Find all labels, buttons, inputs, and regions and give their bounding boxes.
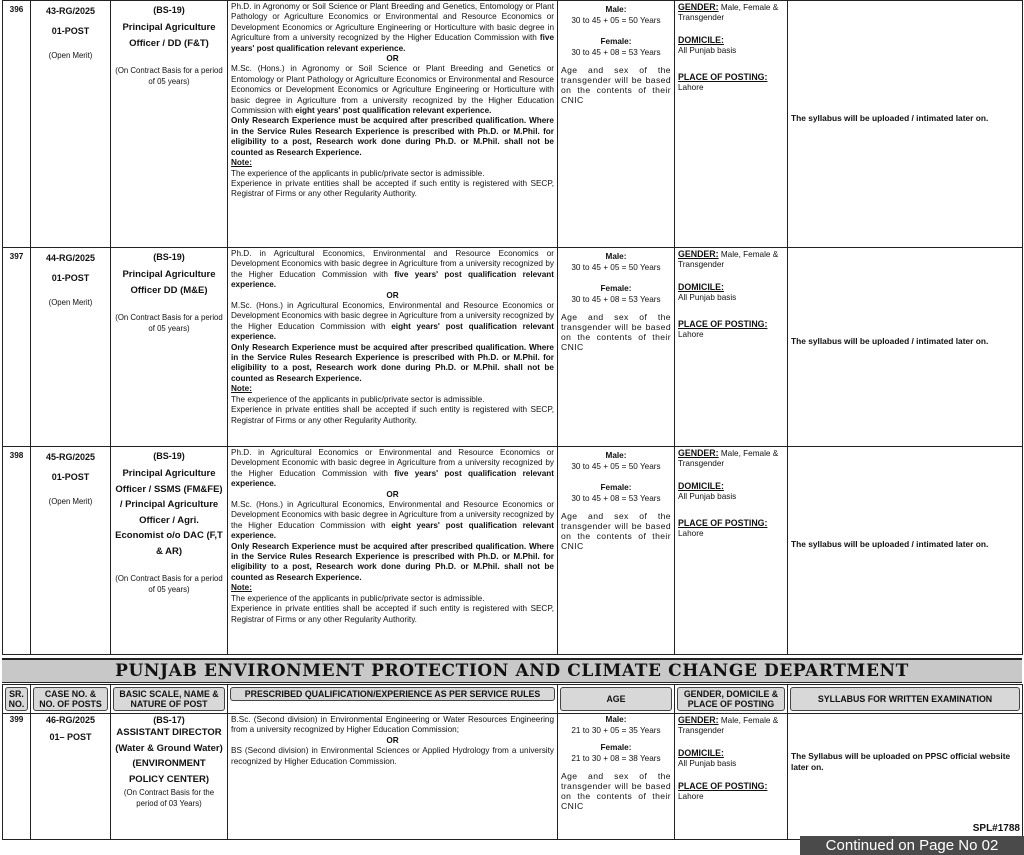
research-note: Only Research Experience must be acquired after prescribed qualification. Where in the Service Rules Research Experience is prescribed with Ph.D. or M.Phil. for eligibility to a post, Research work done during Ph.D. or M.Phil. shall not be counted as Research Experience. <box>231 116 554 157</box>
posting-label: PLACE OF POSTING: <box>678 318 768 329</box>
case-number: 44-RG/2025 <box>45 253 96 263</box>
posts-table-environment <box>2 684 1023 840</box>
qualification-alternate: BS (Second division) in Environmental Sciences or Applied Hydrology from a university recognized by Higher Education Commission. <box>231 746 554 766</box>
female-age: 30 to 45 + 08 = 53 Years <box>571 494 661 504</box>
table-row <box>3 248 1023 447</box>
posting-value: Lahore <box>678 83 704 93</box>
table-row <box>3 447 1023 655</box>
or-divider: OR <box>386 735 399 745</box>
domicile-label: DOMICILE: <box>678 281 724 292</box>
gender-label: GENDER: <box>678 715 719 725</box>
or-divider: OR <box>386 290 399 300</box>
note-text-2: Experience in private entities shall be accepted if such entity is registered with SECP, Registrar of Firms or any other Regularity Authority. <box>231 178 554 199</box>
female-label: Female: <box>600 742 632 752</box>
male-label: Male: <box>605 715 627 724</box>
qualification-alternate: M.Sc. (Hons.) in Agronomy or Soil Science or Plant Breeding and Genetics or Entomology or Plant Pathology or Agriculture Economics or Environmental and Resource Economics or Development Economics or Agriculture Engineering or Horticulture with basic degree in Agriculture from a university recognized by the Higher Education Commission with eight years' post qualification relevant experience. <box>231 64 554 116</box>
note-label: Note: <box>231 158 252 168</box>
posts-count: 01– POST <box>49 732 92 743</box>
note-text-2: Experience in private entities shall be accepted if such entity is registered with SECP, Registrar of Firms or any other Regularity Authority. <box>231 604 554 624</box>
note-text-1: The experience of the applicants in public/private sector is admissible. <box>231 168 485 178</box>
basic-scale: (BS-17) <box>153 715 185 725</box>
note-label: Note: <box>231 384 252 394</box>
posts-count: 01-POST <box>51 273 90 284</box>
syllabus-text: The Syllabus will be uploaded on PPSC official website later on. <box>791 750 1011 772</box>
age-note: Age and sex of the transgender will be based on the contents of their CNIC <box>561 64 671 105</box>
case-number: 46-RG/2025 <box>45 715 96 725</box>
sr-number: 399 <box>3 714 31 840</box>
note-text-1: The experience of the applicants in public/private sector is admissible. <box>231 593 485 603</box>
male-label: Male: <box>605 5 627 14</box>
department-banner: PUNJAB ENVIRONMENT PROTECTION AND CLIMATE CHANGE DEPARTMENT <box>2 658 1022 683</box>
post-title: ASSISTANT DIRECTOR (Water & Ground Water) (ENVIRONMENT POLICY CENTER) <box>115 727 223 785</box>
sr-number: 396 <box>3 1 31 248</box>
qualification-primary: Ph.D. in Agricultural Economics, Environmental and Resource Economics or Development Economics with basic degree in Agriculture from a university recognized by the Higher Education Commission with five years' post qualification relevant experience. <box>231 249 555 290</box>
sr-number: 398 <box>3 447 31 655</box>
header-gender: GENDER, DOMICILE & PLACE OF POSTING <box>677 687 785 711</box>
gender-value: Male, Female & Transgender <box>678 3 779 23</box>
spl-code: SPL#1788 <box>972 823 1020 834</box>
research-note: Only Research Experience must be acquired after prescribed qualification. Where in the Service Rules Research Experience is prescribed with Ph.D. or M.Phil. for eligibility to a post, Research work done during Ph.D. or M.Phil. shall not be counted as Research Experience. <box>231 342 554 383</box>
header-qualification: PRESCRIBED QUALIFICATION/EXPERIENCE AS PER SERVICE RULES <box>230 687 555 701</box>
post-title: Principal Agriculture Officer DD (M&E) <box>122 269 216 296</box>
posts-table-agriculture <box>2 0 1023 655</box>
posting-value: Lahore <box>678 529 704 539</box>
header-syllabus: SYLLABUS FOR WRITTEN EXAMINATION <box>790 687 1020 711</box>
domicile-value: All Punjab basis <box>678 46 737 56</box>
basic-scale: (BS-19) <box>153 252 185 262</box>
domicile-value: All Punjab basis <box>678 759 737 769</box>
or-divider: OR <box>386 489 399 499</box>
male-age: 30 to 45 + 05 = 50 Years <box>571 16 661 26</box>
posting-label: PLACE OF POSTING: <box>678 517 768 528</box>
qualification-primary: B.Sc. (Second division) in Environmental Engineering or Water Resources Engineering from a university recognized by Higher Education Commission; <box>231 715 554 735</box>
gender-label: GENDER: <box>678 249 719 259</box>
header-sr: SR. NO. <box>5 687 28 711</box>
contract-basis: (On Contract Basis for a period of 05 years) <box>115 574 223 595</box>
male-age: 21 to 30 + 05 = 35 Years <box>571 726 661 736</box>
domicile-label: DOMICILE: <box>678 480 724 491</box>
gender-value: Male, Female & Transgender <box>678 250 779 270</box>
post-title: Principal Agriculture Officer / SSMS (FM&FE) / Principal Agriculture Officer / Agri. Economist o/o DAC (F,T & AR) <box>115 468 223 557</box>
gender-value: Male, Female & Transgender <box>678 449 779 469</box>
table-row <box>3 714 1023 840</box>
open-merit: (Open Merit) <box>48 496 93 506</box>
posting-label: PLACE OF POSTING: <box>678 780 768 791</box>
male-label: Male: <box>605 252 627 261</box>
male-age: 30 to 45 + 05 = 50 Years <box>571 263 661 273</box>
note-label: Note: <box>231 583 252 593</box>
header-scale: BASIC SCALE, NAME & NATURE OF POST <box>113 687 225 711</box>
table-row <box>3 1 1023 248</box>
contract-basis: (On Contract Basis for a period of 05 years) <box>115 313 223 334</box>
posting-label: PLACE OF POSTING: <box>678 71 768 82</box>
gender-value: Male, Female & Transgender <box>678 716 779 736</box>
or-divider: OR <box>386 54 399 64</box>
age-note: Age and sex of the transgender will be based on the contents of their CNIC <box>561 770 671 811</box>
qualification-primary: Ph.D. in Agronomy or Soil Science or Plant Breeding and Genetics, Entomology or Plant Pathology or Agriculture Economics or Environmental and Resource Economics or Development Economics or Agriculture Engineering or Horticulture with basic degree in Agriculture from a university recognized by the Higher Education Commission with five years' post qualification relevant experience. <box>231 2 554 53</box>
female-label: Female: <box>600 36 632 46</box>
domicile-value: All Punjab basis <box>678 492 737 502</box>
header-case: CASE NO. & NO. OF POSTS <box>33 687 108 711</box>
age-note: Age and sex of the transgender will be based on the contents of their CNIC <box>561 311 671 352</box>
open-merit: (Open Merit) <box>48 50 93 60</box>
age-note: Age and sex of the transgender will be based on the contents of their CNIC <box>561 510 671 551</box>
basic-scale: (BS-19) <box>153 451 185 461</box>
case-number: 43-RG/2025 <box>45 6 96 16</box>
qualification-alternate: M.Sc. (Hons.) in Agricultural Economics, Environmental and Resource Economics or Development Economics with basic degree in Agriculture from a university recognized by the Higher Education Commission with eight years' post qualification relevant experience. <box>231 500 555 541</box>
note-text-2: Experience in private entities shall be accepted if such entity is registered with SECP, Registrar of Firms or any other Regularity Authority. <box>231 405 554 425</box>
posts-count: 01-POST <box>51 472 90 483</box>
basic-scale: (BS-19) <box>153 5 185 15</box>
research-note: Only Research Experience must be acquired after prescribed qualification. Where in the Service Rules Research Experience is prescribed with Ph.D. or M.Phil. for eligibility to a post, Research work done during Ph.D. or M.Phil. shall not be counted as Research Experience. <box>231 541 554 582</box>
post-title: Principal Agriculture Officer / DD (F&T) <box>122 22 216 49</box>
female-age: 30 to 45 + 08 = 53 Years <box>571 48 661 58</box>
domicile-value: All Punjab basis <box>678 293 737 303</box>
table-header-row <box>3 685 1023 714</box>
contract-basis: (On Contract Basis for a period of 05 years) <box>115 66 223 87</box>
gender-label: GENDER: <box>678 2 719 12</box>
case-number: 45-RG/2025 <box>45 452 96 462</box>
syllabus-text: The syllabus will be uploaded / intimated later on. <box>791 112 989 123</box>
gender-label: GENDER: <box>678 448 719 458</box>
contract-basis: (On Contract Basis for the period of 03 Years) <box>123 788 215 809</box>
domicile-label: DOMICILE: <box>678 747 724 758</box>
header-age: AGE <box>560 687 672 711</box>
qualification-primary: Ph.D. in Agricultural Economics or Environmental and Resource Economics or Development Economic with basic degree in Agriculture from a university recognized by the Higher Education Commission with five years' post qualification relevant experience. <box>231 448 555 489</box>
domicile-label: DOMICILE: <box>678 34 724 45</box>
female-age: 30 to 45 + 08 = 53 Years <box>571 295 661 305</box>
note-text-1: The experience of the applicants in public/private sector is admissible. <box>231 394 485 404</box>
posting-value: Lahore <box>678 792 704 802</box>
open-merit: (Open Merit) <box>48 297 93 307</box>
syllabus-text: The syllabus will be uploaded / intimated later on. <box>791 539 989 550</box>
sr-number: 397 <box>3 248 31 447</box>
male-label: Male: <box>605 451 627 460</box>
female-label: Female: <box>600 482 632 492</box>
continued-banner: Continued on Page No 02 <box>800 836 1024 855</box>
syllabus-text: The syllabus will be uploaded / intimated later on. <box>791 335 989 346</box>
male-age: 30 to 45 + 05 = 50 Years <box>571 462 661 472</box>
female-label: Female: <box>600 283 632 293</box>
posting-value: Lahore <box>678 330 704 340</box>
posts-count: 01-POST <box>51 26 90 37</box>
female-age: 21 to 30 + 08 = 38 Years <box>571 754 661 764</box>
qualification-alternate: M.Sc. (Hons.) in Agricultural Economics, Environmental and Resource Economics or Development Economics with basic degree in Agriculture from a university recognized by the Higher Education Commission with eight years' post qualification relevant experience. <box>231 301 555 342</box>
